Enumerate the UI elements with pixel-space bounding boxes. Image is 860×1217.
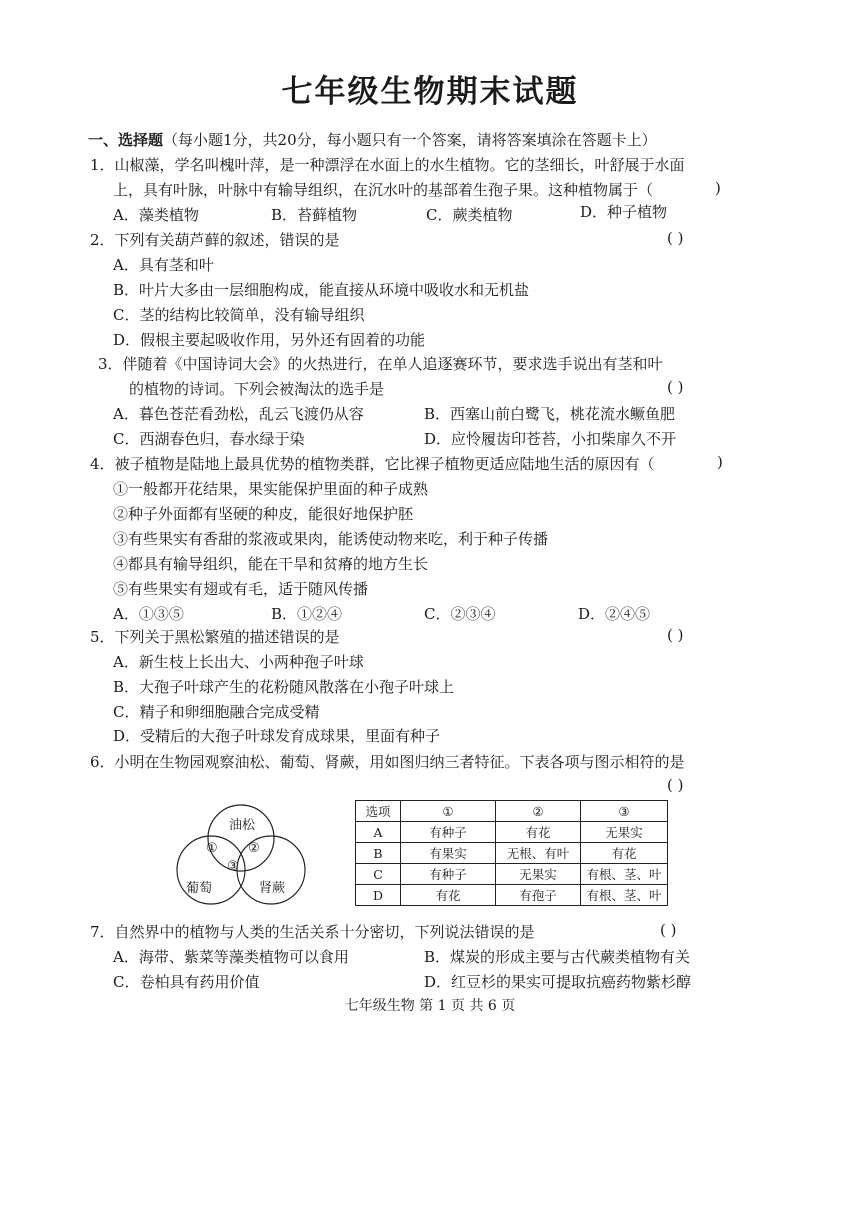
venn-region-1: ①	[206, 841, 218, 856]
table-cell: 有花	[496, 822, 581, 843]
question-6-stem: 6．小明在生物园观察油松、葡萄、肾蕨，用如图归纳三者特征。下表各项与图示相符的是	[90, 753, 685, 771]
question-5-option-d: D．受精后的大孢子叶球发育成球果，里面有种子	[113, 727, 441, 745]
question-3-option-c: C．西湖春色归，春水绿于染	[113, 430, 305, 448]
venn-region-3: ③	[227, 859, 239, 874]
question-2-option-b: B．叶片大多由一层细胞构成，能直接从环境中吸收水和无机盐	[113, 281, 530, 299]
question-4-statement-4: ④都具有输导组织，能在干旱和贫瘠的地方生长	[113, 555, 429, 573]
question-7-option-b: B．煤炭的形成主要与古代蕨类植物有关	[424, 948, 691, 966]
question-1-bracket-close: )	[715, 179, 721, 197]
table-row	[356, 864, 668, 885]
venn-region-2: ②	[248, 841, 260, 856]
question-3-option-b: B．西塞山前白鹭飞，桃花流水鳜鱼肥	[424, 405, 676, 423]
table-header: ③	[581, 801, 668, 822]
table-cell: 有花	[401, 885, 496, 906]
question-4-statement-2: ②种子外面都有坚硬的种皮，能很好地保护胚	[113, 505, 414, 523]
question-1-stem-line2: 上，具有叶脉，叶脉中有输导组织，在沉水叶的基部着生孢子果。这种植物属于（	[113, 181, 654, 199]
section-heading	[88, 129, 657, 150]
table-cell: 无根、有叶	[496, 843, 581, 864]
table-header: ②	[496, 801, 581, 822]
table-cell: 有果实	[401, 843, 496, 864]
table-cell: 无果实	[496, 864, 581, 885]
question-2-option-d: D．假根主要起吸收作用，另外还有固着的功能	[113, 331, 426, 349]
question-5-option-c: C．精子和卵细胞融合完成受精	[113, 703, 320, 721]
question-4-option-a: A．①③⑤	[113, 605, 184, 623]
question-3-option-a: A．暮色苍茫看劲松，乱云飞渡仍从容	[113, 405, 364, 423]
question-3-stem-line2: 的植物的诗词。下列会被淘汰的选手是	[129, 380, 385, 398]
table-row	[356, 843, 668, 864]
venn-label-right: 肾蕨	[259, 881, 286, 896]
question-6-answer-bracket: ( )	[667, 776, 684, 794]
question-2-option-a: A．具有茎和叶	[113, 256, 214, 274]
question-7-option-a: A．海带、紫菜等藻类植物可以食用	[113, 948, 349, 966]
question-4-statement-1: ①一般都开花结果，果实能保护里面的种子成熟	[113, 480, 429, 498]
question-4-statement-3: ③有些果实有香甜的浆液或果肉，能诱使动物来吃，利于种子传播	[113, 530, 549, 548]
question-7-answer-bracket: ( )	[660, 921, 677, 939]
question-1-stem-line1: 1．山椒藻，学名叫槐叶萍，是一种漂浮在水面上的水生植物。它的茎细长，叶舒展于水面	[90, 156, 685, 174]
section-label: 一、选择题	[88, 131, 164, 149]
options-table	[355, 800, 668, 906]
table-cell: 有花	[581, 843, 668, 864]
table-cell: 有根、茎、叶	[581, 885, 668, 906]
venn-label-top: 油松	[229, 818, 256, 833]
question-7-option-c: C．卷柏具有药用价值	[113, 973, 260, 991]
question-3-answer-bracket: ( )	[667, 378, 684, 396]
table-cell: 有孢子	[496, 885, 581, 906]
table-header-row	[356, 801, 668, 822]
venn-label-left: 葡萄	[186, 881, 213, 896]
table-cell: 无果实	[581, 822, 668, 843]
question-5-answer-bracket: ( )	[667, 626, 684, 644]
page-footer: 七年级生物 第 1 页 共 6 页	[344, 998, 516, 1014]
question-1-option-d: D．种子植物	[580, 203, 668, 221]
question-1-option-a: A．藻类植物	[113, 206, 199, 224]
question-5-option-b: B．大孢子叶球产生的花粉随风散落在小孢子叶球上	[113, 678, 455, 696]
question-4-statement-5: ⑤有些果实有翅或有毛，适于随风传播	[113, 580, 369, 598]
table-cell: 有种子	[401, 822, 496, 843]
question-4-option-d: D．②④⑤	[578, 605, 651, 623]
question-5-option-a: A．新生枝上长出大、小两种孢子叶球	[113, 653, 364, 671]
question-7-stem: 7．自然界中的植物与人类的生活关系十分密切，下列说法错误的是	[90, 923, 535, 941]
table-row	[356, 822, 668, 843]
table-header: 选项	[356, 801, 401, 822]
question-7-option-d: D．红豆杉的果实可提取抗癌药物紫杉醇	[424, 973, 692, 991]
question-2-option-c: C．茎的结构比较简单，没有输导组织	[113, 306, 365, 324]
table-cell: C	[356, 864, 401, 885]
question-3-stem-line1: 3．伴随着《中国诗词大会》的火热进行，在单人追逐赛环节，要求选手说出有茎和叶	[98, 355, 663, 373]
question-4-option-c: C．②③④	[424, 605, 496, 623]
page-title: 七年级生物期末试题	[281, 74, 579, 110]
table-cell: B	[356, 843, 401, 864]
question-5-stem: 5．下列关于黑松繁殖的描述错误的是	[90, 628, 340, 646]
table-cell: D	[356, 885, 401, 906]
question-3-option-d: D．应怜履齿印苍苔，小扣柴扉久不开	[424, 430, 677, 448]
table-row	[356, 885, 668, 906]
table-cell: 有根、茎、叶	[581, 864, 668, 885]
question-4-option-b: B．①②④	[271, 605, 343, 623]
question-4-bracket-close: )	[717, 453, 723, 471]
table-header: ①	[401, 801, 496, 822]
question-2-stem: 2．下列有关葫芦藓的叙述，错误的是	[90, 231, 340, 249]
question-1-option-b: B．苔藓植物	[271, 206, 358, 224]
table-cell: A	[356, 822, 401, 843]
question-2-answer-bracket: ( )	[667, 229, 684, 247]
section-instruction: （每小题1分，共20分，每小题只有一个答案，请将答案填涂在答题卡上）	[163, 131, 657, 149]
table-cell: 有种子	[401, 864, 496, 885]
question-4-stem: 4．被子植物是陆地上最具优势的植物类群，它比裸子植物更适应陆地生活的原因有（	[90, 455, 655, 473]
question-1-option-c: C．蕨类植物	[426, 206, 513, 224]
